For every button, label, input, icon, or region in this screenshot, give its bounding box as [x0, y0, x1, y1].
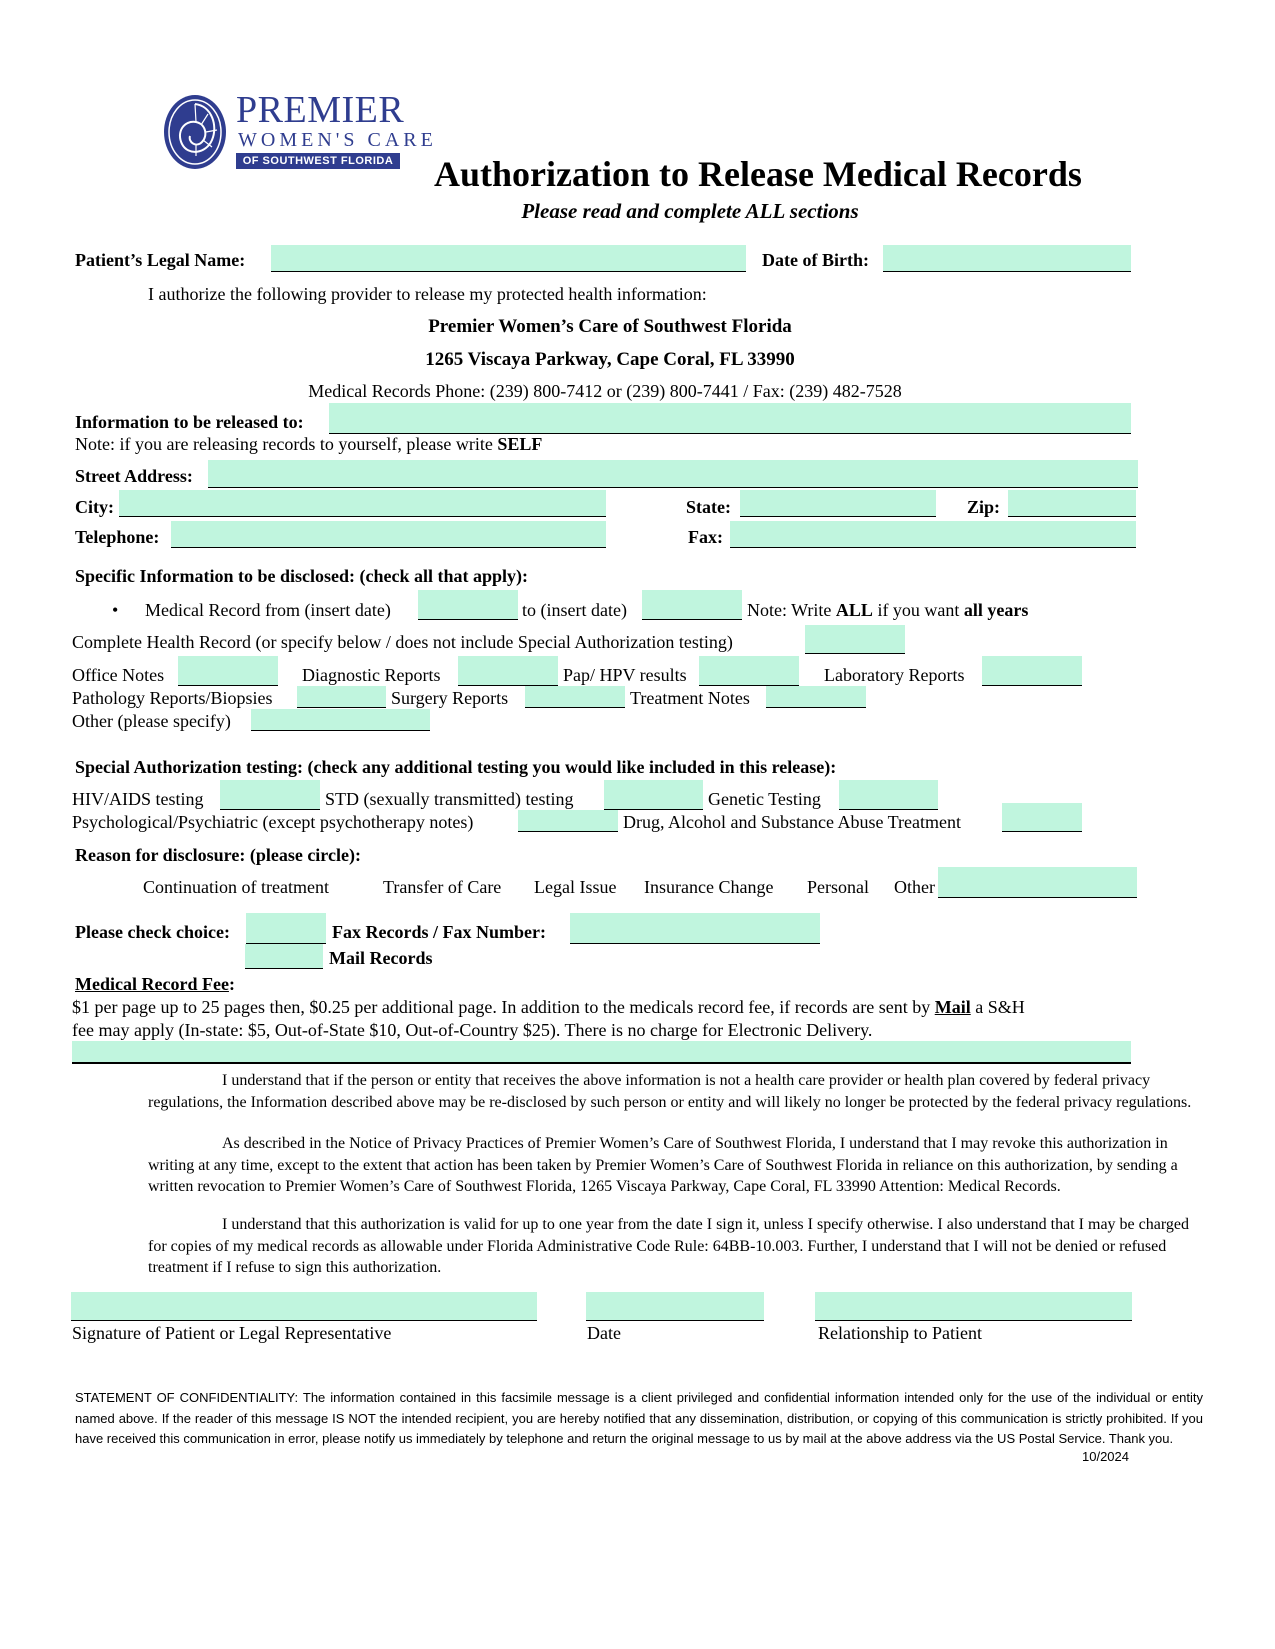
city-field[interactable] — [119, 490, 606, 517]
fax-field[interactable] — [730, 521, 1136, 548]
pap-hpv-label: Pap/ HPV results — [563, 665, 687, 685]
pathology-field[interactable] — [297, 686, 386, 708]
date-label: Date — [587, 1323, 621, 1343]
hiv-field[interactable] — [220, 780, 320, 810]
reason-legal[interactable]: Legal Issue — [534, 877, 617, 897]
reason-other[interactable]: Other — [894, 877, 935, 897]
relationship-field[interactable] — [815, 1292, 1132, 1321]
state-label: State: — [686, 497, 731, 517]
dob-label: Date of Birth: — [762, 250, 869, 270]
all-years-note: Note: Write ALL if you want all years — [747, 600, 1029, 620]
logo-band: OF SOUTHWEST FLORIDA — [236, 153, 400, 169]
terms-paragraph-3: I understand that this authorization is valid for up to one year from the date I sign it, unless I specify otherwise. I also understand that I may be charged for copies of my medical records as allowable under Florida Administrative Code Rule: 64BB-10.003. Further, I understand that I will not be denied or refused treatment if I refuse to sign this authorization. — [148, 1216, 1189, 1276]
logo-sub: WOMEN'S CARE — [238, 129, 437, 151]
logo — [162, 89, 437, 180]
self-note: Note: if you are releasing records to yourself, please write SELF — [75, 434, 543, 454]
bullet: • — [112, 600, 119, 620]
laboratory-reports-field[interactable] — [982, 656, 1082, 686]
reason-transfer[interactable]: Transfer of Care — [383, 877, 502, 897]
mail-records-checkbox[interactable] — [245, 944, 323, 969]
surgery-reports-field[interactable] — [525, 686, 625, 708]
signature-label: Signature of Patient or Legal Representative — [72, 1323, 392, 1343]
std-label: STD (sexually transmitted) testing — [325, 789, 574, 809]
state-field[interactable] — [740, 490, 936, 517]
pathology-label: Pathology Reports/Biopsies — [72, 688, 273, 708]
std-field[interactable] — [604, 780, 703, 810]
relationship-label: Relationship to Patient — [818, 1323, 982, 1343]
record-to-field[interactable] — [642, 590, 742, 620]
form-version: 10/2024 — [1082, 1449, 1129, 1464]
hiv-label: HIV/AIDS testing — [72, 789, 204, 809]
diagnostic-reports-field[interactable] — [458, 656, 558, 686]
dob-field[interactable] — [883, 245, 1131, 272]
fee-heading: Medical Record Fee: — [75, 974, 235, 994]
treatment-notes-field[interactable] — [766, 686, 866, 708]
fee-notes-field[interactable] — [72, 1041, 1131, 1064]
reason-other-field[interactable] — [938, 867, 1137, 898]
zip-field[interactable] — [1008, 490, 1136, 517]
provider-address: 1265 Viscaya Parkway, Cape Coral, FL 33990 — [425, 349, 795, 370]
treatment-notes-label: Treatment Notes — [630, 688, 750, 708]
office-notes-label: Office Notes — [72, 665, 165, 685]
complete-record-field[interactable] — [805, 625, 905, 654]
fee-line-1: $1 per page up to 25 pages then, $0.25 per additional page. In addition to the medicals record fee, if records are sent by Mail a S&H — [72, 997, 1025, 1017]
fax-records-label: Fax Records / Fax Number: — [332, 922, 546, 942]
confidentiality-statement: STATEMENT OF CONFIDENTIALITY: The information contained in this facsimile message is a client privileged and confidential information intended only for the use of the individual or entity named above. If the reader of this message IS NOT the intended recipient, you are hereby notified that any dissemination, distribution, or copying of this communication is strictly prohibited. If you have received this communication in error, please notify us immediately by telephone and return the original message to us by mail at the above address via the US Postal Service. Thank you. — [75, 1390, 1203, 1446]
reason-personal[interactable]: Personal — [807, 877, 869, 897]
released-to-label: Information to be released to: — [75, 412, 304, 432]
office-notes-field[interactable] — [178, 656, 278, 686]
logo-brand: PREMIER — [236, 89, 405, 131]
fax-label: Fax: — [688, 527, 723, 547]
reason-insurance[interactable]: Insurance Change — [644, 877, 774, 897]
patient-name-label: Patient’s Legal Name: — [75, 250, 246, 270]
reason-heading: Reason for disclosure: (please circle): — [75, 845, 361, 865]
other-specify-label: Other (please specify) — [72, 711, 231, 731]
psych-field[interactable] — [518, 810, 618, 832]
page-subtitle: Please read and complete ALL sections — [521, 199, 859, 223]
nautilus-shell-icon — [162, 92, 230, 172]
record-from-field[interactable] — [418, 590, 518, 620]
surgery-reports-label: Surgery Reports — [391, 688, 509, 708]
check-choice-label: Please check choice: — [75, 922, 230, 942]
complete-record-label: Complete Health Record (or specify below / does not include Special Authorization testing) — [72, 632, 733, 652]
street-label: Street Address: — [75, 466, 193, 486]
fee-line-2: fee may apply (In-state: $5, Out-of-State $10, Out-of-Country $25). There is no charge for Electronic Delivery. — [72, 1020, 873, 1040]
drug-field[interactable] — [1002, 803, 1082, 832]
fax-records-checkbox[interactable] — [246, 913, 326, 944]
zip-label: Zip: — [967, 497, 1001, 517]
provider-name: Premier Women’s Care of Southwest Florida — [428, 316, 792, 337]
diagnostic-reports-label: Diagnostic Reports — [302, 665, 441, 685]
genetic-field[interactable] — [839, 780, 938, 810]
street-field[interactable] — [208, 460, 1138, 488]
terms-paragraph-1: I understand that if the person or entity that receives the above information is not a health care provider or health plan covered by federal privacy regulations, the Information described above may be re-disclosed by such person or entity and will likely no longer be protected by the federal privacy regulations. — [148, 1072, 1192, 1111]
pap-hpv-field[interactable] — [699, 656, 799, 686]
telephone-label: Telephone: — [75, 527, 160, 547]
signature-field[interactable] — [71, 1292, 537, 1321]
patient-name-field[interactable] — [271, 245, 746, 272]
date-field[interactable] — [586, 1292, 764, 1321]
special-heading: Special Authorization testing: (check any additional testing you would like included in this release): — [75, 757, 837, 777]
city-label: City: — [75, 497, 114, 517]
drug-label: Drug, Alcohol and Substance Abuse Treatment — [623, 812, 961, 832]
released-to-field[interactable] — [329, 403, 1131, 434]
record-from-label: Medical Record from (insert date) — [145, 600, 391, 620]
telephone-field[interactable] — [171, 521, 606, 548]
laboratory-reports-label: Laboratory Reports — [824, 665, 965, 685]
other-specify-field[interactable] — [251, 709, 430, 731]
terms-paragraph-2: As described in the Notice of Privacy Practices of Premier Women’s Care of Southwest Florida, I understand that I may revoke this authorization in writing at any time, except to the extent that action has been taken by Premier Women’s Care of Southwest Florida in reliance on this authorization, by sending a written revocation to Premier Women’s Care of Southwest Florida, 1265 Viscaya Parkway, Cape Coral, FL 33990 Attention: Medical Records. — [148, 1135, 1178, 1195]
record-to-label: to (insert date) — [522, 600, 627, 620]
page-title: Authorization to Release Medical Records — [434, 154, 1082, 194]
psych-label: Psychological/Psychiatric (except psychotherapy notes) — [72, 812, 474, 832]
authorize-intro: I authorize the following provider to release my protected health information: — [148, 284, 707, 304]
fax-number-field[interactable] — [570, 913, 820, 944]
mail-records-label: Mail Records — [329, 948, 433, 968]
genetic-label: Genetic Testing — [708, 789, 821, 809]
provider-contact: Medical Records Phone: (239) 800-7412 or (239) 800-7441 / Fax: (239) 482-7528 — [308, 381, 902, 401]
specific-heading: Specific Information to be disclosed: (check all that apply): — [75, 566, 528, 586]
reason-continuation[interactable]: Continuation of treatment — [143, 877, 329, 897]
